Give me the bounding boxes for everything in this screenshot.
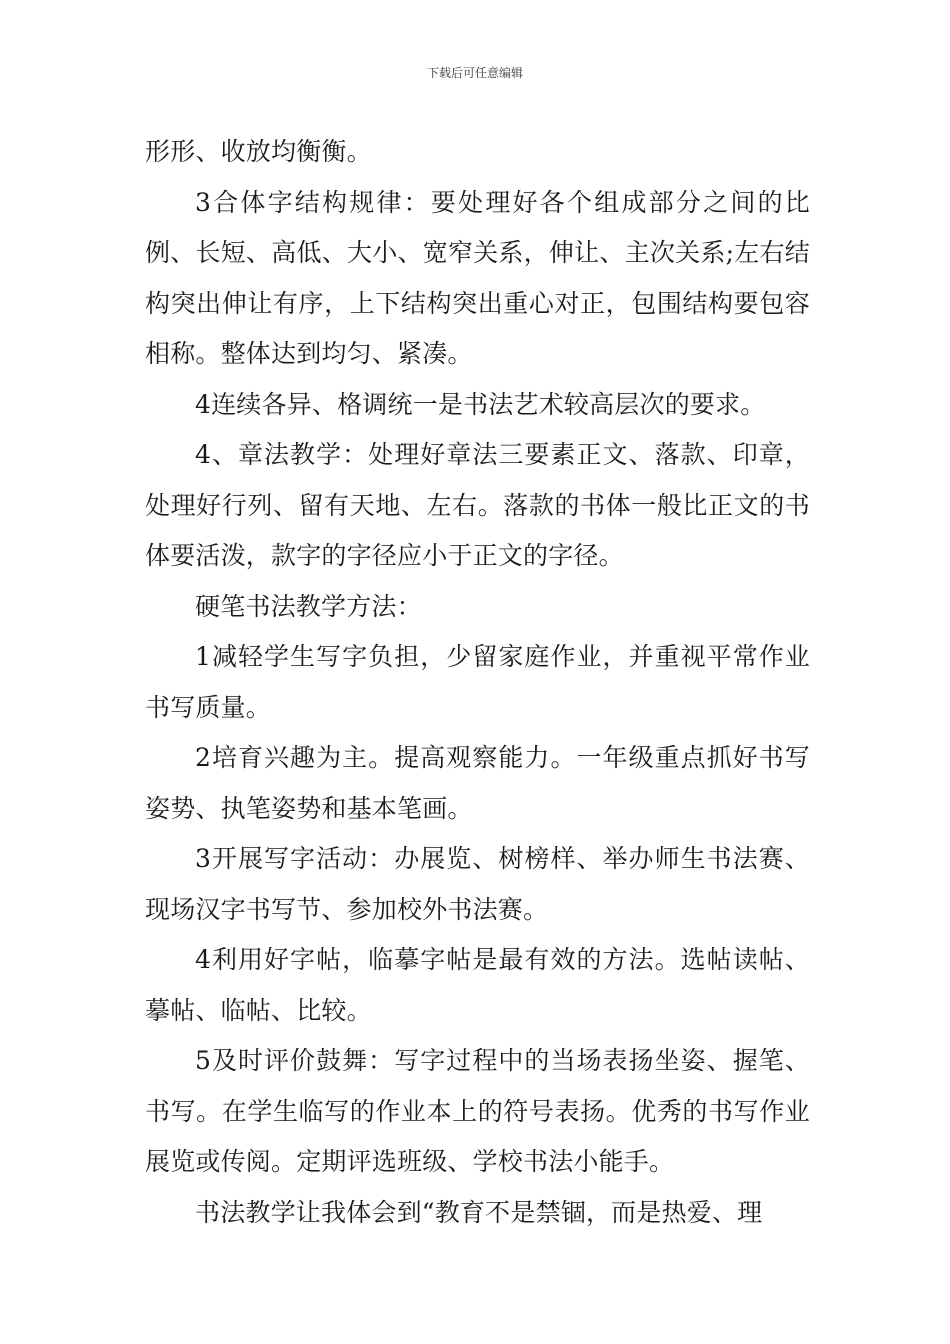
paragraph-7: 2培育兴趣为主。提高观察能力。一年级重点抓好书写姿势、执笔姿势和基本笔画。 [145, 743, 810, 823]
paragraph-4: 4、章法教学：处理好章法三要素正文、落款、印章，处理好行列、留有天地、左右。落款的书体一般比正文的书体要活泼，款字的字径应小于正文的字径。 [145, 440, 810, 570]
paragraph-5: 硬笔书法教学方法： [195, 591, 422, 621]
paragraph-6: 1减轻学生写字负担，少留家庭作业，并重视平常作业书写质量。 [145, 642, 810, 722]
paragraph-2: 3合体字结构规律：要处理好各个组成部分之间的比例、长短、高低、大小、宽窄关系，伸让、主次关系;左右结构突出伸让有序，上下结构突出重心对正，包围结构要包容相称。整体达到均匀、紧凑。 [145, 187, 810, 368]
paragraph-3: 4连续各异、格调统一是书法艺术较高层次的要求。 [195, 389, 766, 419]
page-header: 下载后可任意编辑 [426, 66, 523, 80]
paragraph-8: 3开展写字活动：办展览、树榜样、举办师生书法赛、现场汉字书写节、参加校外书法赛。 [145, 844, 810, 924]
paragraph-11: 书法教学让我体会到“教育不是禁锢，而是热爱、理 [195, 1197, 763, 1227]
paragraph-9: 4利用好字帖，临摹字帖是最有效的方法。选帖读帖、摹帖、临帖、比较。 [145, 945, 810, 1025]
paragraph-10: 5及时评价鼓舞：写字过程中的当场表扬坐姿、握笔、书写。在学生临写的作业本上的符号表扬。优秀的书写作业展览或传阅。定期评选班级、学校书法小能手。 [145, 1046, 810, 1176]
document-body [145, 127, 810, 1238]
paragraph-1: 形形、收放均衡衡。 [145, 137, 372, 166]
